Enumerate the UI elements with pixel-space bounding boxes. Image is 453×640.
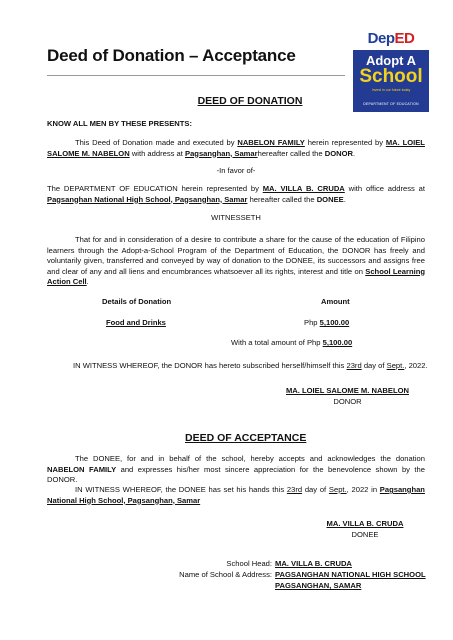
school-place: PAGSANGHAN, SAMAR <box>275 581 362 590</box>
know-all-men: KNOW ALL MEN BY THESE PRESENTS: <box>47 119 192 128</box>
deped-wordmark: DepED <box>367 30 415 47</box>
logo-adopt-text: Adopt A <box>365 53 417 68</box>
school-head-label: School Head: <box>226 559 272 568</box>
amount-header: Amount <box>321 297 350 306</box>
donation-heading: DEED OF DONATION <box>197 95 303 107</box>
donee-signatory-name: MA. VILLA B. CRUDA <box>326 519 404 528</box>
donee-representative: MA. VILLA B. CRUDA <box>262 184 345 193</box>
donee-witness-clause: IN WITNESS WHEREOF, the DONEE has set his hands this 23rd day of Sept., 2022 in Pagsanghan National High School, Pagsanghan, Samar <box>47 485 425 505</box>
donation-paragraph-1: This Deed of Donation made and executed by NABELON FAMILY herein represented by MA. LOIEL SALOME M. NABELON with address at Pagsanghan, Samarhereafter called the DONOR. <box>47 138 425 158</box>
logo-school-text: School <box>359 66 423 87</box>
donor-signatory-name: MA. LOIEL SALOME M. NABELON <box>285 386 410 395</box>
title-divider <box>47 75 345 76</box>
donor-family: NABELON FAMILY <box>237 138 305 147</box>
acceptance-family: NABELON FAMILY <box>47 464 117 474</box>
donor-representative: MA. LOIEL SALOME M. NABELON <box>47 138 425 158</box>
witnesseth: WITNESSETH <box>211 213 261 222</box>
donee-address: Pagsanghan National High School, Pagsanghan, Samar <box>47 194 248 204</box>
donation-paragraph-2: The DEPARTMENT OF EDUCATION herein represented by MA. VILLA B. CRUDA with office address at Pagsanghan National High School, Pagsanghan, Samar hereafter called the DONEE. <box>47 184 425 204</box>
donee-label: DONEE <box>316 194 344 204</box>
school-address-label: Name of School & Address: <box>179 570 272 579</box>
in-favor-of: -In favor of- <box>216 166 256 175</box>
school-head-name: MA. VILLA B. CRUDA <box>275 559 352 568</box>
donation-item-name: Food and Drinks <box>106 318 166 327</box>
donation-paragraph-3: That for and in consideration of a desire to contribute a share for the cause of the education of Filipino learners through the Adopt-a-School Program of the Department of Education, the DONOR has freely and voluntarily given, transferred and conveyed by way of donation to the DONEE, its successors and assigns free and clear of any and all liens and encumbrances whatsoever all its rights, interest and title on School Learning Action Cell. <box>47 235 425 286</box>
donor-label: DONOR <box>324 148 354 158</box>
total-amount: With a total amount of Php 5,100.00 <box>231 338 353 347</box>
acceptance-place: Pagsanghan National High School, Pagsanghan, Samar <box>47 485 425 505</box>
logo-tagline: Invest in our future today <box>371 88 411 92</box>
logo-department: DEPARTMENT OF EDUCATION <box>363 102 419 106</box>
donor-address: Pagsanghan, Samar <box>185 148 258 158</box>
acceptance-heading: DEED OF ACCEPTANCE <box>185 432 307 444</box>
donation-item-amount: Php 5,100.00 <box>304 318 350 327</box>
donated-item: School Learning Action Cell <box>47 266 425 286</box>
donee-signatory-role: DONEE <box>351 530 379 539</box>
document-title: Deed of Donation – Acceptance <box>47 46 296 65</box>
donor-witness-clause: IN WITNESS WHEREOF, the DONOR has hereto subscribed herself/himself this 23rd day of Sept., 2022. <box>73 361 428 370</box>
details-header: Details of Donation <box>102 297 172 306</box>
donor-signatory-role: DONOR <box>333 397 362 406</box>
school-name: PAGSANGHAN NATIONAL HIGH SCHOOL <box>275 570 426 579</box>
acceptance-paragraph-1: The DONEE, for and in behalf of the school, hereby accepts and acknowledges the donation NABELON FAMILY and expresses his/her most sincere appreciation for the benevolence shown by the DONOR. <box>47 454 425 484</box>
